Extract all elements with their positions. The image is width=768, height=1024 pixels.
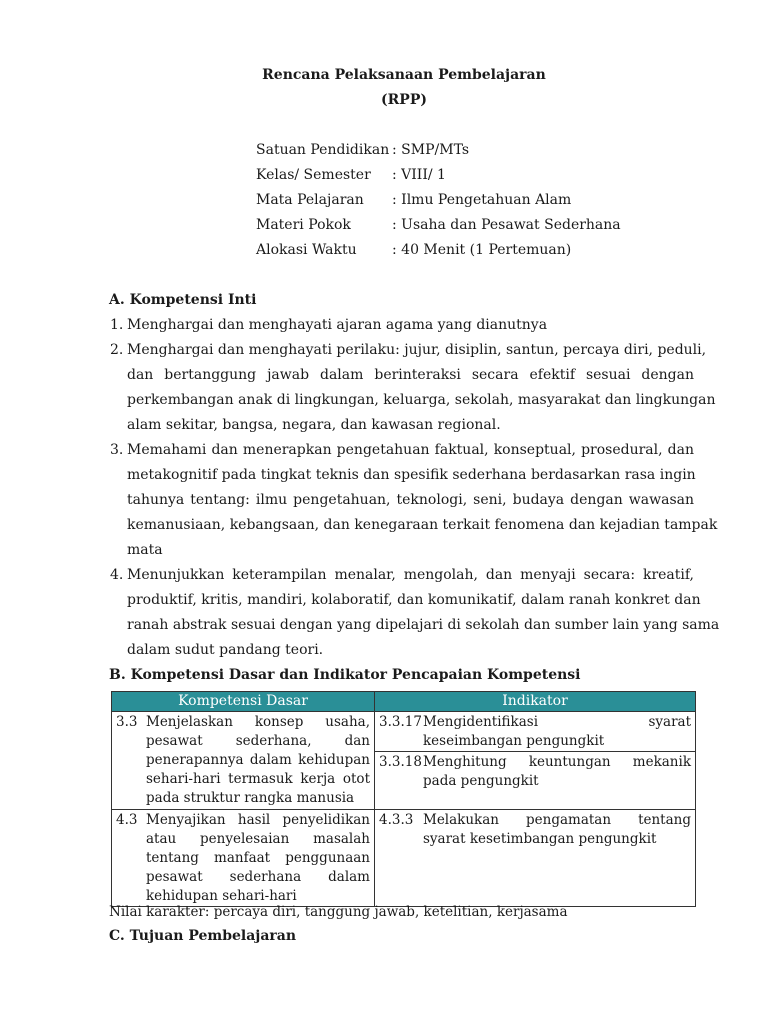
list-item-line: Menghargai dan menghayati perilaku: jujur, disiplin, santun, percaya diri, peduli, (127, 342, 707, 358)
list-item-line: mata (127, 542, 163, 558)
indikator-number: 3.3.17 (379, 714, 422, 730)
doc-title-line1: Rencana Pelaksanaan Pembelajaran (262, 67, 546, 83)
identity-value: : VIII/ 1 (392, 167, 446, 183)
list-item-number: 1. (110, 317, 124, 333)
kd-cell (112, 810, 375, 907)
identity-value: : Ilmu Pengetahuan Alam (392, 192, 572, 208)
kd-number: 4.3 (116, 812, 138, 828)
kd-line: penerapannya dalam kehidupan (146, 752, 370, 768)
indikator-cell (375, 752, 696, 810)
list-item-line: alam sekitar, bangsa, negara, dan kawasan regional. (127, 417, 501, 433)
indikator-number: 4.3.3 (379, 812, 414, 828)
list-item-line: produktif, kritis, mandiri, kolaboratif, dan komunikatif, dalam ranah konkret dan (127, 592, 701, 608)
list-item-line: kemanusiaan, kebangsaan, dan kenegaraan terkait fenomena dan kejadian tampak (127, 517, 718, 533)
identity-value: : SMP/MTs (392, 142, 470, 158)
indikator-cell (375, 810, 696, 907)
kd-line: pesawat sederhana dalam (146, 869, 370, 885)
list-item-line: Menunjukkan keterampilan menalar, mengolah, dan menyaji secara: kreatif, (127, 567, 694, 583)
kd-number: 3.3 (116, 714, 138, 730)
list-item-number: 2. (110, 342, 124, 358)
list-item-line: tahunya tentang: ilmu pengetahuan, teknologi, seni, budaya dengan wawasan (127, 492, 694, 508)
table-header: Indikator (375, 692, 696, 712)
list-item-line: Menghargai dan menghayati ajaran agama yang dianutnya (127, 317, 548, 333)
indikator-line: Mengidentifikasi syarat (423, 714, 691, 730)
section-c-heading: C. Tujuan Pembelajaran (109, 928, 297, 944)
section-b-heading: B. Kompetensi Dasar dan Indikator Pencapaian Kompetensi (109, 667, 581, 683)
identity-label: Kelas/ Semester (256, 167, 371, 183)
kd-line: pada struktur rangka manusia (146, 790, 355, 806)
indikator-line: keseimbangan pengungkit (423, 733, 605, 749)
identity-value: : Usaha dan Pesawat Sederhana (392, 217, 621, 233)
list-item-number: 3. (110, 442, 124, 458)
list-item-line: Memahami dan menerapkan pengetahuan faktual, konseptual, prosedural, dan (127, 442, 694, 458)
section-a-heading: A. Kompetensi Inti (109, 292, 257, 308)
table-header: Kompetensi Dasar (112, 692, 375, 712)
list-item-number: 4. (110, 567, 124, 583)
kd-line: kehidupan sehari-hari (146, 888, 297, 904)
table-header-row (112, 692, 696, 712)
list-item-line: ranah abstrak sesuai dengan yang dipelajari di sekolah dan sumber lain yang sama (127, 617, 720, 633)
kd-line: Menjelaskan konsep usaha, (146, 714, 370, 730)
identity-label: Satuan Pendidikan (256, 142, 390, 158)
kd-line: sehari-hari termasuk kerja otot (146, 771, 370, 787)
kd-cell (112, 712, 375, 810)
indikator-line: pada pengungkit (423, 773, 539, 789)
identity-value: : 40 Menit (1 Pertemuan) (392, 242, 572, 258)
list-item-line: metakognitif pada tingkat teknis dan spesifik sederhana berdasarkan rasa ingin (127, 467, 696, 483)
kd-line: atau penyelesaian masalah (146, 831, 370, 847)
indikator-cell (375, 712, 696, 752)
kd-line: Menyajikan hasil penyelidikan (146, 812, 370, 828)
table-row (112, 810, 696, 907)
identity-label: Alokasi Waktu (256, 242, 357, 258)
kd-line: tentang manfaat penggunaan (146, 850, 370, 866)
nilai-karakter-note: Nilai karakter: percaya diri, tanggung jawab, ketelitian, kerjasama (109, 904, 568, 920)
identity-label: Mata Pelajaran (256, 192, 364, 208)
indikator-line: Menghitung keuntungan mekanik (423, 754, 691, 770)
indikator-number: 3.3.18 (379, 754, 422, 770)
list-item-line: dan bertanggung jawab dalam berinteraksi secara efektif sesuai dengan (127, 367, 694, 383)
list-item-line: dalam sudut pandang teori. (127, 642, 324, 658)
table-row (112, 712, 696, 752)
list-item-line: perkembangan anak di lingkungan, keluarga, sekolah, masyarakat dan lingkungan (127, 392, 716, 408)
indikator-line: Melakukan pengamatan tentang (423, 812, 691, 828)
identity-label: Materi Pokok (256, 217, 351, 233)
doc-title-line2: (RPP) (381, 92, 427, 108)
kd-line: pesawat sederhana, dan (146, 733, 370, 749)
kd-indikator-table (111, 691, 696, 907)
indikator-line: syarat kesetimbangan pengungkit (423, 831, 657, 847)
